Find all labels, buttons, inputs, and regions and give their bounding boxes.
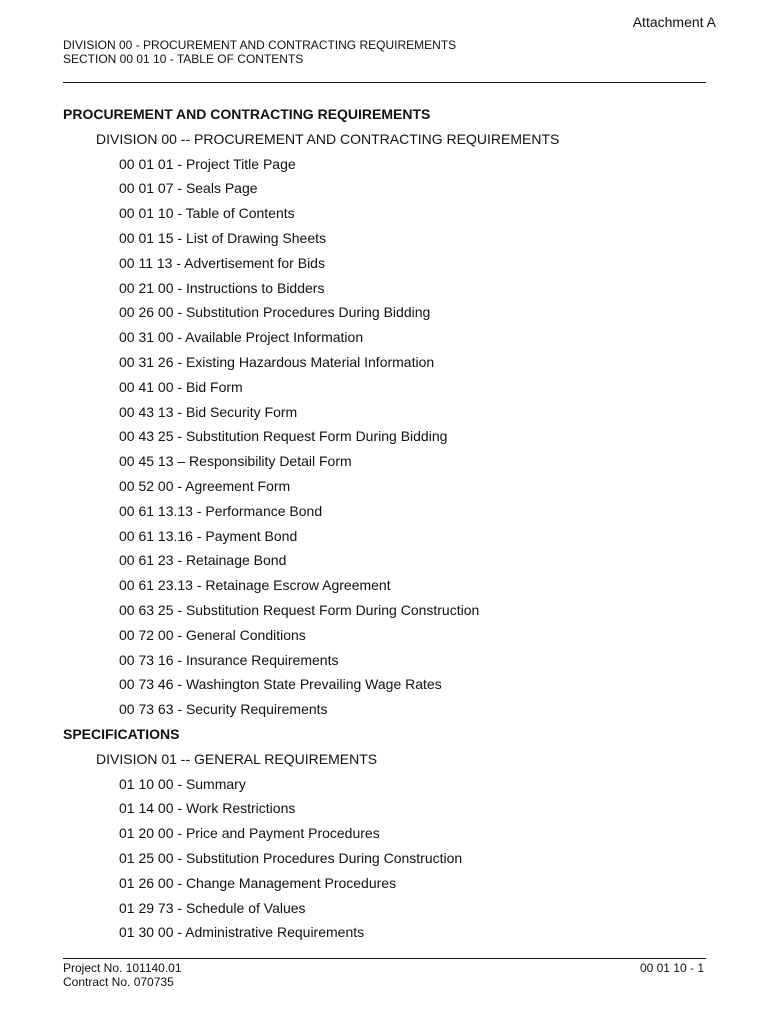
header-section: SECTION 00 01 10 - TABLE OF CONTENTS xyxy=(63,52,304,66)
attachment-label: Attachment A xyxy=(632,14,716,30)
division-00-title: DIVISION 00 -- PROCUREMENT AND CONTRACTING REQUIREMENTS xyxy=(96,130,560,147)
toc-entry: 00 43 13 - Bid Security Form xyxy=(119,403,298,420)
toc-entry: 01 10 00 - Summary xyxy=(119,775,246,792)
toc-entry: 00 31 26 - Existing Hazardous Material Information xyxy=(119,353,435,370)
toc-entry: 00 73 46 - Washington State Prevailing Wage Rates xyxy=(119,676,442,693)
document-header xyxy=(63,38,456,66)
header-divider xyxy=(63,82,706,83)
toc-entry: 00 72 00 - General Conditions xyxy=(119,626,306,643)
toc-entry: 00 61 13.16 - Payment Bond xyxy=(119,527,298,544)
footer-page-number: 00 01 10 - 1 xyxy=(639,961,704,975)
division-00-list xyxy=(63,152,728,722)
toc-entry: 00 52 00 - Agreement Form xyxy=(119,477,291,494)
footer-divider xyxy=(63,958,706,959)
toc-entry: 01 30 00 - Administrative Requirements xyxy=(119,924,365,941)
toc-entry: 00 45 13 – Responsibility Detail Form xyxy=(119,453,352,470)
toc-entry: 00 21 00 - Instructions to Bidders xyxy=(119,279,325,296)
toc-entry: 01 26 00 - Change Management Procedures xyxy=(119,874,397,891)
part-heading-specifications: SPECIFICATIONS xyxy=(63,725,180,742)
toc-entry: 01 29 73 - Schedule of Values xyxy=(119,899,306,916)
toc-entry: 00 61 23 - Retainage Bond xyxy=(119,552,287,569)
toc-entry: 00 61 23.13 - Retainage Escrow Agreement xyxy=(119,577,391,594)
toc-entry: 00 73 16 - Insurance Requirements xyxy=(119,651,339,668)
toc-entry: 00 26 00 - Substitution Procedures During Bidding xyxy=(119,304,431,321)
toc-entry: 00 41 00 - Bid Form xyxy=(119,378,243,395)
part-heading-procurement: PROCUREMENT AND CONTRACTING REQUIREMENTS xyxy=(63,106,431,122)
toc-entry: 01 25 00 - Substitution Procedures During Construction xyxy=(119,849,463,866)
toc-entry: 00 73 63 - Security Requirements xyxy=(119,701,328,718)
toc-entry: 01 14 00 - Work Restrictions xyxy=(119,800,296,817)
header-division: DIVISION 00 - PROCUREMENT AND CONTRACTING REQUIREMENTS xyxy=(63,38,457,52)
toc-entry: 00 01 15 - List of Drawing Sheets xyxy=(119,229,327,246)
toc-entry: 00 11 13 - Advertisement for Bids xyxy=(119,254,325,271)
toc-entry: 01 20 00 - Price and Payment Procedures xyxy=(119,825,380,842)
toc-entry: 00 01 07 - Seals Page xyxy=(119,180,258,197)
toc-entry: 00 61 13.13 - Performance Bond xyxy=(119,502,323,519)
footer-contract-number: Contract No. 070735 xyxy=(63,975,174,989)
table-of-contents xyxy=(63,102,728,945)
toc-entry: 00 63 25 - Substitution Request Form During Construction xyxy=(119,601,480,618)
division-01-list xyxy=(63,772,728,946)
footer-project-info xyxy=(63,961,182,989)
footer-project-number: Project No. 101140.01 xyxy=(63,961,182,975)
toc-entry: 00 43 25 - Substitution Request Form During Bidding xyxy=(119,428,448,445)
toc-entry: 00 31 00 - Available Project Information xyxy=(119,329,364,346)
division-01-title: DIVISION 01 -- GENERAL REQUIREMENTS xyxy=(96,750,378,767)
toc-entry: 00 01 10 - Table of Contents xyxy=(119,205,295,222)
toc-entry: 00 01 01 - Project Title Page xyxy=(119,155,296,172)
